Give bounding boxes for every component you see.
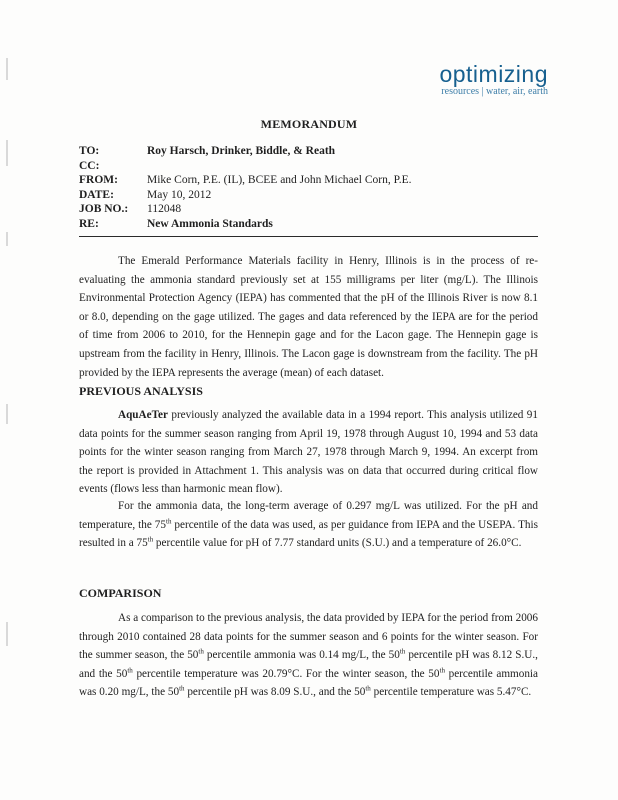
paragraph-text: For the ammonia data, the long-term average of 0.297 mg/L was utilized. For the pH and temperature, the 75 (79, 500, 538, 531)
field-value: May 10, 2012 (147, 188, 212, 201)
paragraph-text: percentile temperature was 20.79°C. For the winter season, the 50 (132, 667, 440, 680)
comparison-paragraph (79, 609, 538, 702)
previous-analysis-heading: PREVIOUS ANALYSIS (79, 384, 203, 398)
paragraph-text: percentile of the data was used, as per guidance from IEPA and the USEPA. This resulted in a 75 (79, 518, 538, 550)
comparison-heading: COMPARISON (79, 586, 162, 600)
field-label: CC: (79, 159, 100, 172)
intro-paragraph: The Emerald Performance Materials facility in Henry, Illinois is in the process of re-evaluating the ammonia standard previously set at 155 milligrams per liter (mg/L). The Illinois Environmental Protection Agency (IEPA) has commented that the pH of the Illinois River is now 8.1 or 8.0, depending on the gage utilized. The gages and data referenced by the IEPA are for the period of time from 2006 to 2010, for the Hennepin gage and for the Lacon gage. The Hennepin gage is upstream from the facility in Henry, Illinois. The Lacon gage is downstream from the facility. The pH provided by the IEPA represents the average (mean) of each dataset. (79, 255, 538, 379)
logo-wordmark: optimizing (439, 61, 548, 87)
superscript: th (399, 647, 406, 656)
superscript: th (147, 535, 154, 544)
superscript: th (439, 666, 445, 675)
memo-field-job-no (79, 202, 411, 217)
superscript: th (127, 666, 133, 675)
superscript: th (166, 516, 172, 525)
memo-header-fields (79, 144, 411, 232)
scan-edge-mark (6, 232, 8, 246)
paragraph-text: percentile ammonia was 0.14 mg/L, the 50 (203, 649, 400, 662)
field-value: New Ammonia Standards (147, 217, 273, 230)
scan-edge-mark (6, 404, 8, 424)
superscript: th (198, 647, 204, 656)
memo-field-date (79, 188, 411, 203)
previous-analysis-paragraph-1 (79, 406, 538, 499)
company-name: AquAeTer (118, 409, 168, 421)
field-label: TO: (79, 145, 100, 157)
paragraph-text: percentile temperature was 5.47°C. (370, 686, 532, 699)
logo-tagline: resources | water, air, earth (441, 86, 548, 97)
memo-field-cc (79, 159, 411, 174)
paragraph-text: percentile pH was 8.09 S.U., and the 50 (184, 686, 366, 699)
scan-edge-mark (6, 140, 8, 166)
field-label: JOB NO.: (79, 203, 129, 216)
memo-title: MEMORANDUM (260, 117, 358, 131)
field-value: 112048 (147, 203, 182, 216)
paragraph-text: percentile pH was 8.12 S.U., and the 50 (79, 649, 538, 680)
superscript: th (179, 684, 185, 693)
paragraph-text: percentile ammonia was 0.20 mg/L, the 50 (79, 667, 539, 699)
field-value: Mike Corn, P.E. (IL), BCEE and John Michael Corn, P.E. (147, 174, 412, 187)
previous-analysis-paragraph-2 (79, 497, 538, 553)
field-label: DATE: (79, 188, 114, 201)
memo-field-to (79, 144, 411, 159)
header-divider (79, 236, 538, 237)
paragraph-text: previously analyzed the available data in a 1994 report. This analysis utilized 91 data points for the summer season ranging from April 19, 1978 through August 10, 1994 and 53 data points for the winter season ranging from March 27, 1978 through March 9, 1994. An excerpt from the report is provided in Attachment 1. This analysis was on data that occurred during critical flow events (flows less than harmonic mean flow). (79, 409, 538, 496)
field-value: Roy Harsch, Drinker, Biddle, & Reath (147, 145, 336, 157)
scan-edge-mark (6, 58, 8, 80)
field-value (147, 159, 411, 174)
memo-field-re (79, 217, 411, 232)
field-label: RE: (79, 217, 99, 230)
company-logo (439, 62, 548, 98)
field-label: FROM: (79, 174, 118, 187)
superscript: th (365, 684, 371, 693)
paragraph-text: percentile value for pH of 7.77 standard units (S.U.) and a temperature of 26.0°C. (153, 537, 522, 550)
memo-field-from (79, 173, 411, 188)
scan-edge-mark (6, 622, 8, 646)
paragraph-text: As a comparison to the previous analysis, the data provided by IEPA for the period from 2006 through 2010 contained 28 data points for the summer season and 6 points for the winter season. For the summer season, the 50 (79, 612, 538, 662)
